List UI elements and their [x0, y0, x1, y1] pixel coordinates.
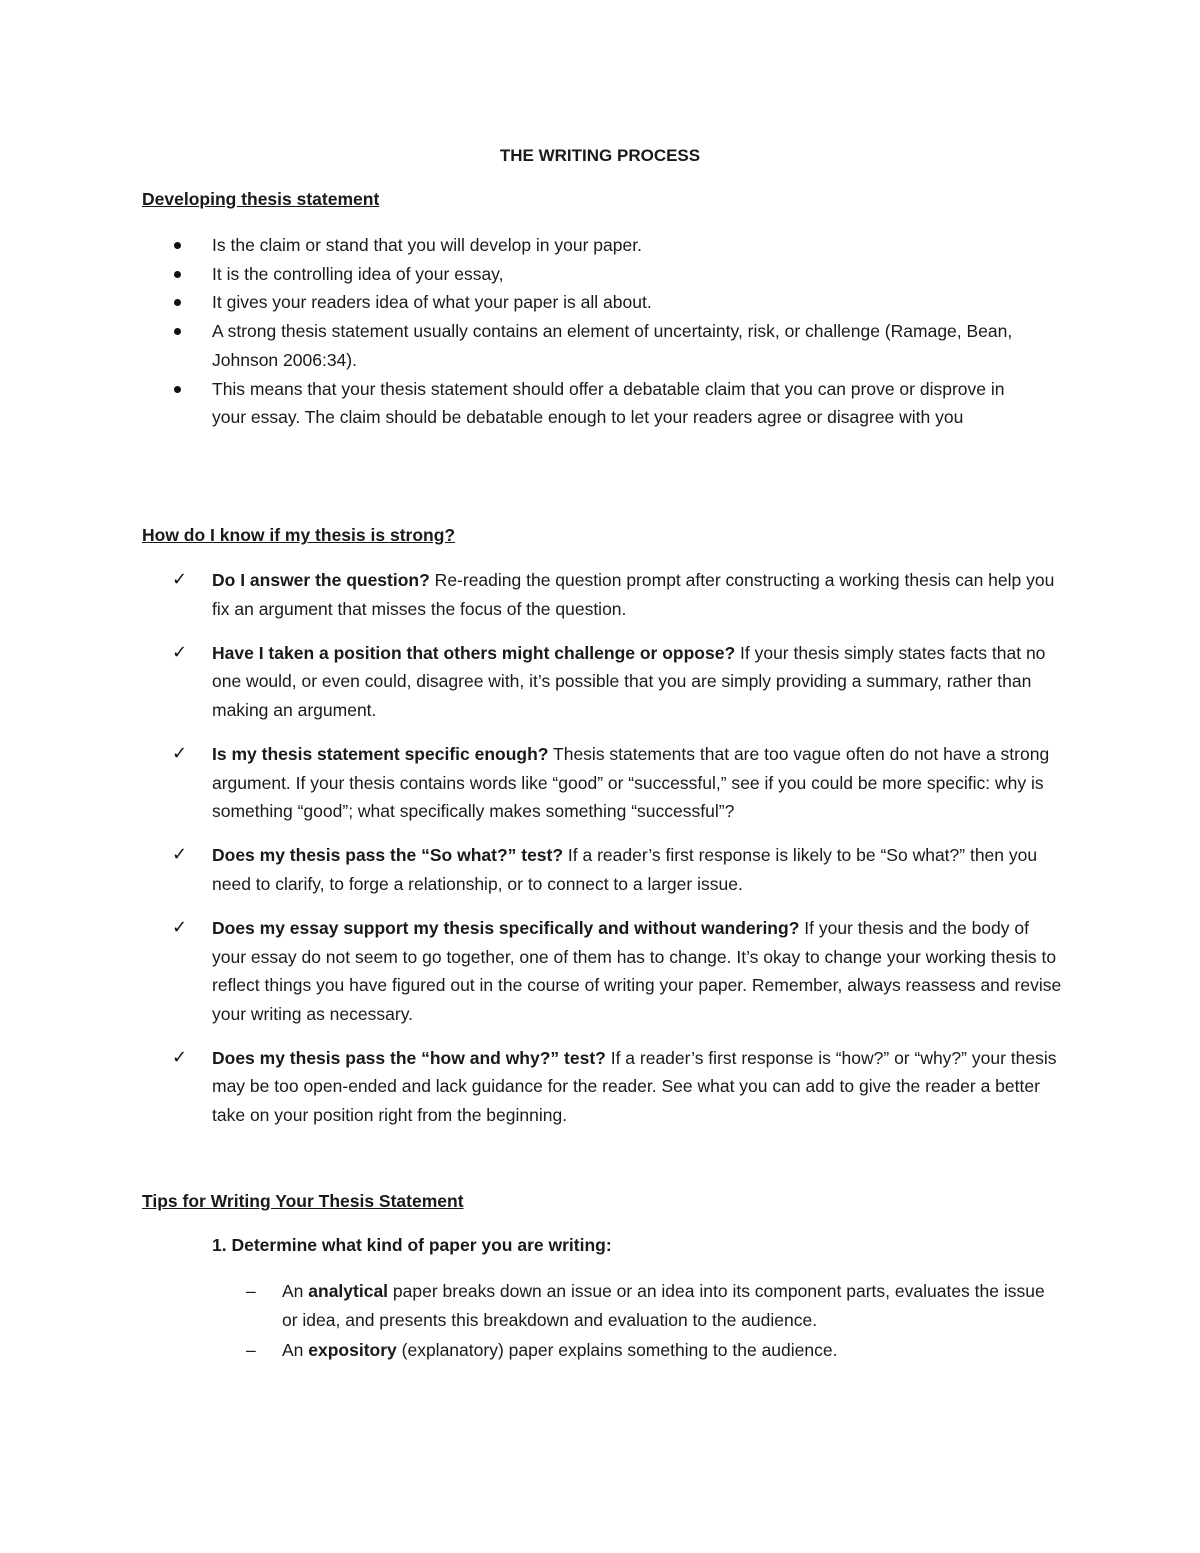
section-heading-strong-thesis: How do I know if my thesis is strong?	[142, 525, 456, 545]
dash-icon: –	[246, 1281, 256, 1301]
checklist-item: ✓ Does my essay support my thesis specifically and without wandering? If your thesis and the body of your essay do not seem to go together, one of them has to change. It’s okay to change your working thesis to reflect things you have figured out in the course of writing your paper. Remember, always reassess and revise your writing as necessary.	[0, 914, 1067, 1028]
list-item: – An expository (explanatory) paper explains something to the audience.	[0, 1336, 1062, 1365]
checklist-item: ✓ Is my thesis statement specific enough? Thesis statements that are too vague often do not have a strong argument. If your thesis contains words like “good” or “successful,” see if you could be more specific: why is something “good”; what specifically makes something “successful”?	[0, 740, 1067, 826]
checkmark-icon: ✓	[172, 1046, 188, 1068]
checklist-item: ✓ Do I answer the question? Re-reading the question prompt after constructing a working thesis can help you fix an argument that misses the focus of the question.	[0, 566, 1067, 623]
paper-types-list	[0, 1277, 1200, 1367]
checklist-item: ✓ Have I taken a position that others might challenge or oppose? If your thesis simply states facts that no one would, or even could, disagree with, it’s possible that you are simply providing a summary, rather than making an argument.	[0, 639, 1067, 725]
bullet-icon	[174, 242, 181, 249]
list-item: Is the claim or stand that you will develop in your paper.	[0, 231, 1042, 260]
section-heading-developing-thesis: Developing thesis statement	[142, 189, 380, 209]
list-item: A strong thesis statement usually contains an element of uncertainty, risk, or challenge (Ramage, Bean, Johnson 2006:34).	[0, 317, 1042, 374]
checkmark-icon: ✓	[172, 916, 188, 938]
bullet-icon	[174, 386, 181, 393]
checkmark-icon: ✓	[172, 844, 188, 866]
checkmark-icon: ✓	[172, 641, 188, 663]
dash-icon: –	[246, 1340, 256, 1361]
thesis-definition-list	[0, 231, 1200, 432]
bullet-icon	[174, 271, 181, 278]
checklist-item: ✓ Does my thesis pass the “So what?” test? If a reader’s first response is likely to be “So what?” then you need to clarify, to forge a relationship, or to connect to a larger issue.	[0, 841, 1067, 898]
bullet-icon	[174, 328, 181, 335]
list-item: This means that your thesis statement should offer a debatable claim that you can prove or disprove in your essay. The claim should be debatable enough to let your readers agree or disagree with you	[0, 375, 1042, 432]
thesis-checklist	[0, 566, 1200, 1145]
list-item: It gives your readers idea of what your paper is all about.	[0, 288, 1042, 317]
tip-1-heading: 1. Determine what kind of paper you are writing:	[212, 1235, 612, 1255]
section-heading-tips: Tips for Writing Your Thesis Statement	[142, 1191, 464, 1211]
checkmark-icon: ✓	[172, 569, 188, 590]
checkmark-icon: ✓	[172, 742, 188, 764]
bullet-icon	[174, 299, 181, 306]
page-title: THE WRITING PROCESS	[499, 146, 701, 165]
checklist-item: ✓ Does my thesis pass the “how and why?” test? If a reader’s first response is “how?” or “why?” your thesis may be too open-ended and lack guidance for the reader. See what you can add to give the reader a better take on your position right from the beginning.	[0, 1044, 1067, 1130]
list-item: – An analytical paper breaks down an issue or an idea into its component parts, evaluates the issue or idea, and presents this breakdown and evaluation to the audience.	[0, 1277, 1062, 1334]
list-item: It is the controlling idea of your essay,	[0, 260, 1042, 289]
